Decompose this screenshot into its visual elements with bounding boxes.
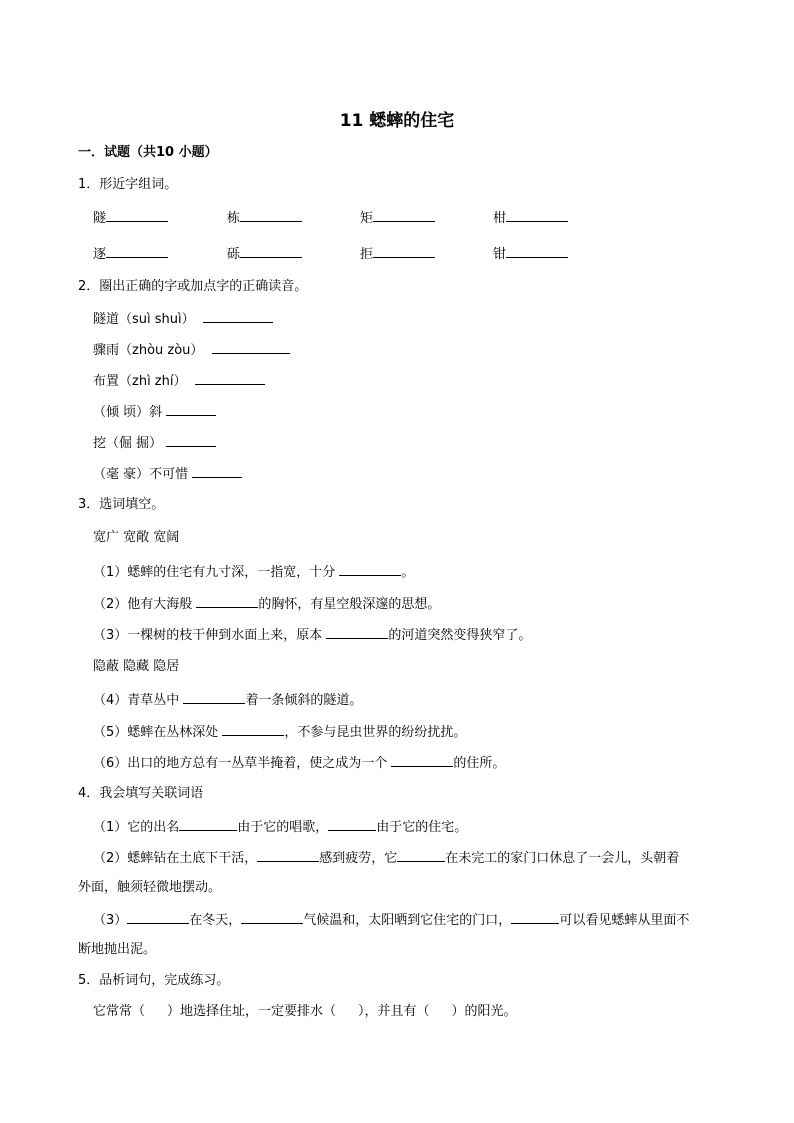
q2-item: 挖（倔 掘） [93, 433, 216, 453]
q1-item: 栋 [227, 208, 302, 228]
q3-sentence: （3）一棵树的枝干伸到水面上来，原本 的河道突然变得狭窄了。 [93, 625, 531, 645]
q2-item: （毫 豪）不可惜 [93, 464, 242, 484]
q4-sentence: （1）它的出名 由于它的唱歌， 由于它的住宅。 [93, 817, 467, 837]
section-heading: 一．试题（共10 小题） [78, 145, 218, 160]
q4-sentence: （2）蟋蟀钻在土底下干活， 感到疲劳，它 在未完工的家门口休息了一会儿，头朝着 [93, 848, 679, 868]
q3-sentence: （4）青草丛中 着一条倾斜的隧道。 [93, 690, 362, 710]
q4-heading: 4．我会填写关联词语 [78, 786, 204, 801]
q3-heading: 3．选词填空。 [78, 497, 165, 512]
q3-sentence: （6）出口的地方总有一丛草半掩着，使之成为一个 的住所。 [93, 753, 505, 773]
q1-item: 拒 [360, 244, 435, 264]
q1-item: 砾 [227, 244, 302, 264]
q5-heading: 5．品析词句，完成练习。 [78, 973, 230, 988]
q2-item: 布置（zhì zhí） [93, 371, 265, 391]
page-title: 11 蟋蟀的住宅 [339, 111, 455, 131]
q3-word-choices: 宽广 宽敞 宽阔 [93, 530, 180, 545]
q4-sentence: （3） 在冬天， 气候温和，太阳晒到它住宅的门口， 可以看见蟋蟀从里面不 [93, 910, 689, 930]
q3-word-choices: 隐蔽 隐藏 隐居 [93, 659, 180, 674]
q1-item: 逐 [93, 244, 168, 264]
q2-item: 骤雨（zhòu zòu） [93, 340, 290, 360]
q3-sentence: （1）蟋蟀的住宅有九寸深，一指宽，十分 。 [93, 562, 414, 582]
q1-item: 钳 [493, 244, 568, 264]
q3-sentence: （2）他有大海般 的胸怀，有星空般深邃的思想。 [93, 594, 440, 614]
q5-sentence: 它常常（ ）地选择住址，一定要排水（ ），并且有（ ）的阳光。 [93, 1004, 517, 1019]
q1-item: 柑 [493, 208, 568, 228]
q1-item: 矩 [360, 208, 435, 228]
q2-heading: 2．圈出正确的字或加点字的正确读音。 [78, 279, 308, 294]
q1-heading: 1．形近字组词。 [78, 177, 178, 192]
q2-item: （倾 顷）斜 [93, 402, 216, 422]
q3-sentence: （5）蟋蟀在丛林深处 ，不参与昆虫世界的纷纷扰扰。 [93, 722, 466, 742]
q4-sentence-continued: 外面，触须轻微地摆动。 [78, 880, 222, 895]
q2-item: 隧道（suì shuì） [93, 309, 273, 329]
q4-sentence-continued: 断地抛出泥。 [78, 942, 157, 957]
q1-item: 隧 [93, 208, 168, 228]
